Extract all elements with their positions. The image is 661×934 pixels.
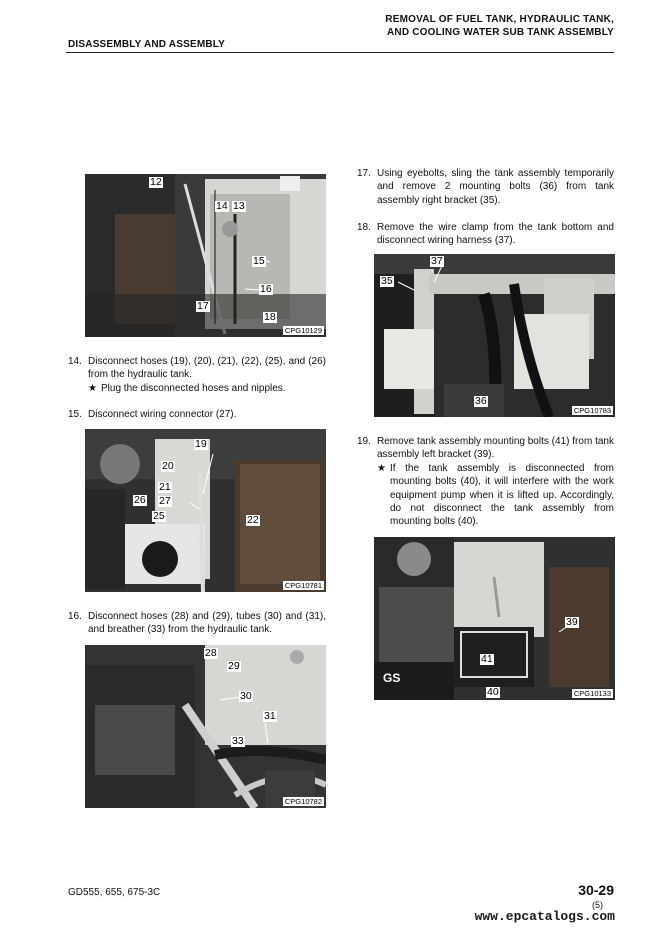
- callout-15: 15: [253, 255, 265, 267]
- step-text: Remove tank assembly mounting bolts (41) from tank assembly left bracket (39).: [377, 436, 614, 461]
- photo-code: CPG10782: [284, 797, 322, 806]
- photo-code: CPG10129: [284, 326, 322, 335]
- step-text: Using eyebolts, sling the tank assembly temporarily and remove 2 mounting bolts (36) from tank assembly right bracket (35).: [377, 168, 614, 206]
- photo-wiring-connector: [85, 429, 326, 592]
- callout-41: 41: [481, 653, 493, 665]
- photo-code: CPG10781: [284, 581, 322, 590]
- callout-13: 13: [233, 200, 245, 212]
- photo-1-drawing: [85, 174, 326, 337]
- step-16: [68, 610, 326, 637]
- callout-30: 30: [240, 690, 252, 702]
- photo-code: CPG10783: [573, 406, 611, 415]
- callout-12: 12: [150, 176, 162, 188]
- photo-2-drawing: [85, 429, 326, 592]
- step-18: [357, 221, 614, 248]
- step-note: [88, 382, 326, 395]
- revision-number: (5): [592, 900, 603, 910]
- model-number: GD555, 655, 675-3C: [68, 887, 161, 898]
- callout-17: 17: [197, 300, 209, 312]
- photo-hoses-tubes-breather: [85, 645, 326, 808]
- photo-4-drawing: [374, 254, 615, 417]
- step-number: 16.: [68, 611, 82, 622]
- callout-28: 28: [205, 647, 217, 659]
- note-text: Plug the disconnected hoses and nipples.: [101, 382, 286, 394]
- photo-left-bracket: [374, 537, 615, 700]
- callout-18: 18: [264, 311, 276, 323]
- page-title-line-2: AND COOLING WATER SUB TANK ASSEMBLY: [386, 27, 614, 38]
- step-number: 15.: [68, 409, 82, 420]
- page-title: [385, 13, 614, 39]
- callout-14: 14: [216, 200, 228, 212]
- callout-25: 25: [153, 510, 165, 522]
- photo-right-bracket: [374, 254, 615, 417]
- callout-40: 40: [487, 686, 499, 698]
- callout-26: 26: [134, 494, 146, 506]
- step-15: [68, 408, 326, 421]
- step-text: Disconnect wiring connector (27).: [88, 409, 237, 420]
- photo-hydraulic-tank-front: [85, 174, 326, 337]
- step-17: [357, 167, 614, 207]
- callout-19: 19: [195, 438, 207, 450]
- callout-21: 21: [159, 481, 171, 493]
- callout-31: 31: [264, 710, 276, 722]
- step-text: Disconnect hoses (19), (20), (21), (22), (25), and (26) from the hydraulic tank.: [88, 356, 326, 381]
- callout-20: 20: [162, 460, 174, 472]
- photo-code: CPG10133: [573, 689, 611, 698]
- star-icon: ★: [377, 462, 386, 474]
- step-text: Remove the wire clamp from the tank bottom and disconnect wiring harness (37).: [377, 222, 614, 247]
- step-number: 19.: [357, 436, 371, 447]
- gs-marking: GS: [383, 671, 401, 685]
- note-text: If the tank assembly is disconnected from mounting bolts (40), it will interfere with the work equipment pump when it is lifted up. Accordingly, do not disconnect the tank assembly from mounting bolts (40).: [390, 462, 614, 528]
- callout-35: 35: [381, 275, 393, 287]
- step-14: [68, 355, 326, 395]
- callout-16: 16: [260, 283, 272, 295]
- photo-3-drawing: [85, 645, 326, 808]
- page-number: 30-29: [578, 882, 614, 898]
- step-19: [357, 435, 614, 529]
- photo-5-drawing: [374, 537, 615, 700]
- callout-37: 37: [431, 255, 443, 267]
- step-number: 17.: [357, 168, 371, 179]
- callout-22: 22: [247, 514, 259, 526]
- callout-36: 36: [475, 395, 487, 407]
- callout-39: 39: [566, 616, 578, 628]
- watermark: www.epcatalogs.com: [474, 909, 615, 924]
- callout-29: 29: [228, 660, 240, 672]
- step-text: Disconnect hoses (28) and (29), tubes (30) and (31), and breather (33) from the hydraulic tank.: [88, 611, 326, 636]
- header-rule: [66, 52, 614, 53]
- callout-33: 33: [232, 735, 244, 747]
- callout-27: 27: [159, 495, 171, 507]
- page-title-line-1: REMOVAL OF FUEL TANK, HYDRAULIC TANK,: [385, 14, 614, 25]
- step-number: 18.: [357, 222, 371, 233]
- section-title: DISASSEMBLY AND ASSEMBLY: [68, 39, 226, 50]
- step-number: 14.: [68, 356, 82, 367]
- star-icon: ★: [88, 382, 97, 394]
- step-note: [377, 462, 614, 529]
